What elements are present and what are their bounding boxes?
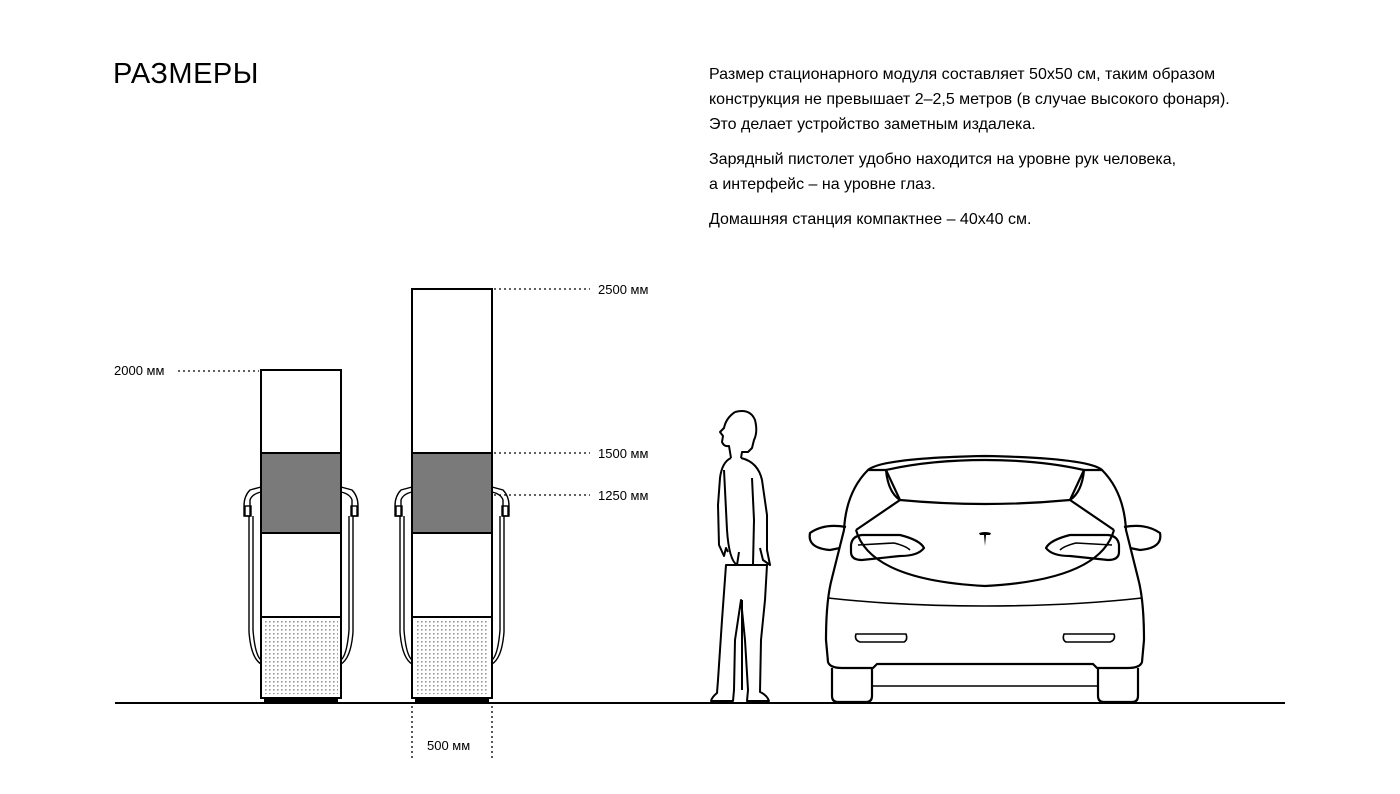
- charging-cable-left: [395, 487, 412, 664]
- tire-right: [1098, 668, 1138, 702]
- dimension-label-2500: 2500 мм: [598, 282, 649, 297]
- description-line: Домашняя станция компактнее – 40х40 см.: [709, 211, 1032, 228]
- dimension-label-500: 500 мм: [427, 738, 471, 753]
- dimension-leaders: [178, 289, 590, 758]
- home-charging-station: [244, 370, 358, 702]
- dimension-label-1250: 1250 мм: [598, 488, 649, 503]
- car-logo-icon: [979, 532, 991, 546]
- station-base: [415, 698, 489, 702]
- car-body: [826, 456, 1144, 668]
- reflector-right: [1063, 634, 1114, 642]
- car-rear-window: [886, 460, 1084, 504]
- vent-grille: [264, 620, 338, 694]
- reflector-left: [856, 634, 907, 642]
- dimension-label-1500: 1500 мм: [598, 446, 649, 461]
- description-line: Это делает устройство заметным издалека.: [709, 116, 1036, 133]
- description-line: а интерфейс – на уровне глаз.: [709, 176, 936, 193]
- tire-left: [832, 668, 872, 702]
- charging-cable-right: [341, 487, 358, 664]
- car-rear-view: [810, 456, 1161, 702]
- screen-panel: [412, 453, 492, 533]
- description-line: Размер стационарного модуля составляет 50х50 см, таким образом: [709, 66, 1216, 83]
- street-charging-station: [395, 289, 509, 702]
- tail-light-left: [851, 535, 924, 560]
- dimension-label-2000: 2000 мм: [114, 363, 165, 378]
- station-base: [264, 698, 338, 702]
- description-line: Зарядный пистолет удобно находится на уровне рук человека,: [709, 151, 1177, 168]
- charging-cable-left: [244, 487, 261, 664]
- description-line: конструкция не превышает 2–2,5 метров (в случае высокого фонаря).: [709, 91, 1230, 108]
- tail-light-right: [1046, 535, 1119, 560]
- person-silhouette: [711, 411, 770, 701]
- vent-grille: [415, 620, 489, 694]
- charging-cable-right: [492, 487, 509, 664]
- screen-panel: [261, 453, 341, 533]
- page-title: РАЗМЕРЫ: [113, 58, 259, 90]
